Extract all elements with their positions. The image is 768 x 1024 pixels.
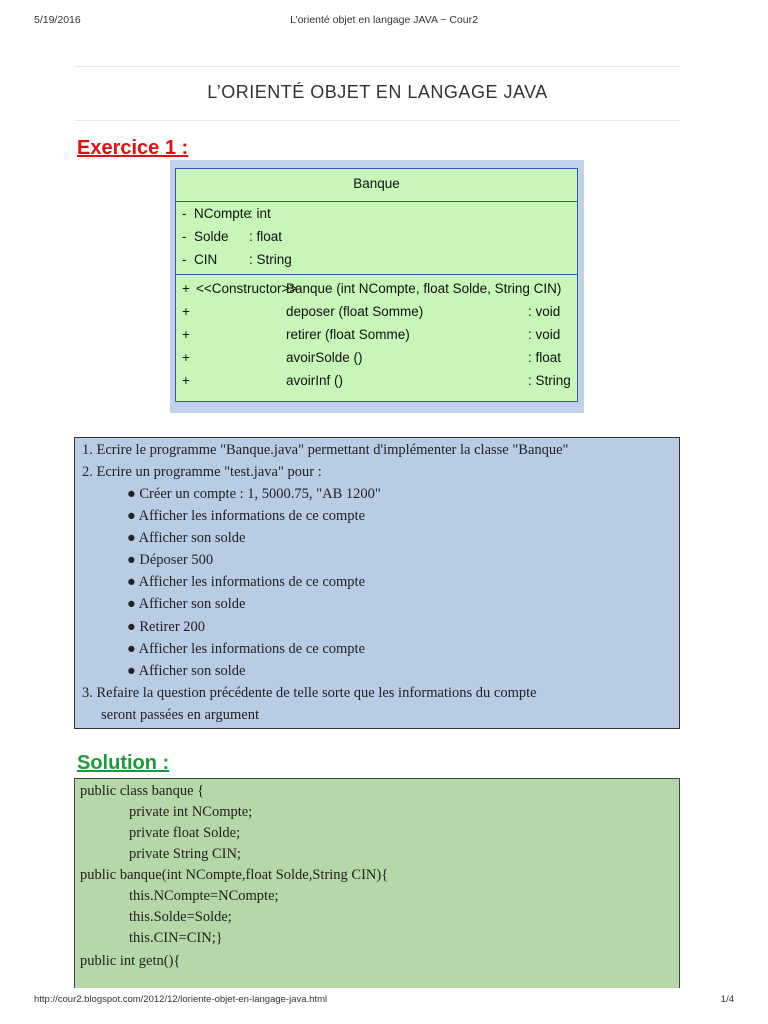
list-item: ● Créer un compte : 1, 5000.75, "AB 1200" (127, 486, 381, 502)
top-divider (75, 66, 680, 67)
solution-heading: Solution : (77, 752, 170, 774)
ctor-signature: Banque (int NCompte, float Solde, String CIN) (286, 281, 562, 296)
list-item: ● Afficher son solde (127, 663, 246, 679)
attr-type: : float (249, 229, 283, 244)
page-url: http://cour2.blogspot.com/2012/12/loriente-objet-en-langage-java.html (34, 994, 328, 1005)
print-date: 5/19/2016 (34, 14, 81, 26)
page-title: L’ORIENTÉ OBJET EN LANGAGE JAVA (207, 82, 548, 102)
code-line: this.CIN=CIN;} (129, 930, 223, 946)
list-item: ● Afficher les informations de ce compte (127, 508, 366, 524)
method-type: : void (528, 304, 561, 319)
code-line: private float Solde; (129, 825, 241, 841)
page-number: 1/4 (720, 994, 734, 1005)
question-3: 3. Refaire la question précédente de telle sorte que les informations du compte (82, 685, 537, 701)
method-name: retirer (float Somme) (286, 327, 410, 342)
code-line: this.Solde=Solde; (129, 909, 232, 925)
code-line: public class banque { (80, 783, 205, 799)
method-name: deposer (float Somme) (286, 304, 424, 319)
uml-class-name: Banque (176, 169, 577, 202)
uml-diagram (170, 160, 584, 413)
question-3-continued: seront passées en argument (101, 707, 259, 723)
attr-visibility: - (182, 206, 187, 221)
ctor-stereotype: <<Constructor>> (196, 281, 298, 296)
print-title: L’orienté objet en langage JAVA ~ Cour2 (290, 14, 478, 26)
attr-name: Solde (194, 229, 229, 244)
question-2: 2. Ecrire un programme "test.java" pour : (82, 464, 322, 480)
list-item: ● Déposer 500 (127, 552, 214, 568)
attr-type: : int (249, 206, 271, 221)
code-line: this.NCompte=NCompte; (129, 888, 279, 904)
title-divider (75, 120, 680, 121)
list-item: ● Afficher son solde (127, 596, 246, 612)
code-line: public int getn(){ (80, 953, 181, 969)
list-item: ● Retirer 200 (127, 619, 206, 635)
exercise-box (74, 437, 680, 729)
method-visibility: + (182, 350, 190, 365)
method-visibility: + (182, 373, 190, 388)
method-type: : float (528, 350, 562, 365)
question-1: 1. Ecrire le programme "Banque.java" permettant d'implémenter la classe "Banque" (82, 442, 569, 458)
method-type: : String (528, 373, 571, 388)
code-block (74, 778, 680, 988)
print-header (34, 14, 734, 30)
list-item: ● Afficher les informations de ce compte (127, 641, 366, 657)
attr-name: CIN (194, 252, 218, 267)
list-item: ● Afficher les informations de ce compte (127, 574, 366, 590)
code-line: private int NCompte; (129, 804, 253, 820)
uml-class-box (175, 168, 578, 402)
attr-name: NCompte (194, 206, 252, 221)
method-name: avoirInf () (286, 373, 344, 388)
print-footer (34, 994, 734, 1008)
attr-visibility: - (182, 229, 187, 244)
method-visibility: + (182, 327, 190, 342)
attr-visibility: - (182, 252, 187, 267)
method-type: : void (528, 327, 561, 342)
attr-type: : String (249, 252, 292, 267)
method-name: avoirSolde () (286, 350, 363, 365)
code-line: private String CIN; (129, 846, 241, 862)
uml-attributes (176, 202, 577, 275)
exercise-heading: Exercice 1 : (77, 137, 189, 159)
code-line: public banque(int NCompte,float Solde,String CIN){ (80, 867, 389, 883)
list-item: ● Afficher son solde (127, 530, 246, 546)
method-visibility: + (182, 304, 190, 319)
ctor-visibility: + (182, 281, 190, 296)
